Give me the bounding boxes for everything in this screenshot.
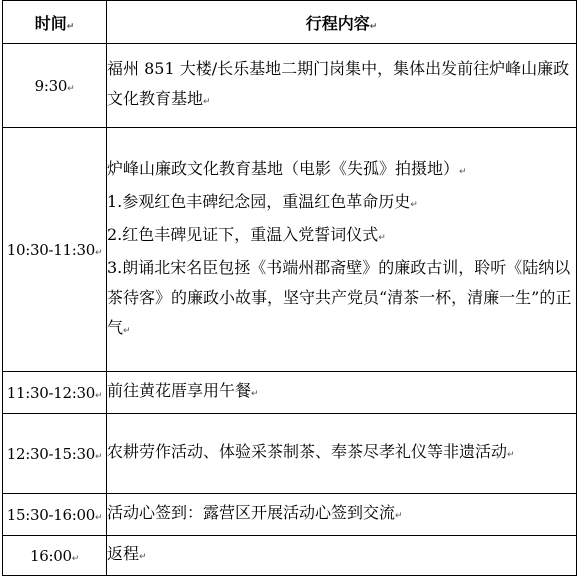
- time-cell: 9:30↵: [3, 44, 107, 128]
- table-row: [3, 536, 577, 576]
- table-row: [3, 128, 577, 372]
- itinerary-table: [2, 0, 577, 576]
- time-cell: 10:30-11:30↵: [3, 128, 107, 372]
- time-cell: 15:30-16:00↵: [3, 494, 107, 536]
- detail-cell: [107, 44, 577, 128]
- table-row: [3, 414, 577, 494]
- detail-cell: [107, 494, 577, 536]
- detail-line: 2.红色丰碑见证下，重温入党誓词仪式↵: [107, 224, 386, 244]
- table-row: [3, 494, 577, 536]
- detail-line: 返程↵: [107, 544, 147, 563]
- detail-line: 福州 851 大楼/长乐基地二期门岗集中，集体出发前往炉峰山廉政文化教育基地↵: [107, 59, 570, 108]
- detail-cell: [107, 414, 577, 494]
- detail-line: 炉峰山廉政文化教育基地（电影《失孤》拍摄地）↵: [107, 158, 467, 178]
- table-row: [3, 372, 577, 414]
- time-cell: 12:30-15:30↵: [3, 414, 107, 494]
- header-time: 时间↵: [3, 1, 107, 44]
- detail-line: 农耕劳作活动、体验采茶制茶、奉茶尽孝礼仪等非遗活动↵: [107, 442, 515, 461]
- header-itinerary: 行程内容↵: [107, 1, 577, 44]
- detail-line: 3.朗诵北宋名臣包拯《书端州郡斋壁》的廉政古训，聆听《陆纳以茶待客》的廉政小故事，坚守共产党员“清茶一杯，清廉一生”的正气↵: [107, 257, 572, 337]
- detail-cell: [107, 536, 577, 576]
- time-cell: 11:30-12:30↵: [3, 372, 107, 414]
- table-header-row: [3, 1, 577, 44]
- table-row: [3, 44, 577, 128]
- detail-line: 前往黄花厝享用午餐↵: [107, 381, 259, 400]
- detail-line: 1.参观红色丰碑纪念园，重温红色革命历史↵: [107, 191, 418, 211]
- time-cell: 16:00↵: [3, 536, 107, 576]
- detail-line: 活动心签到：露营区开展活动心签到交流↵: [107, 503, 403, 522]
- detail-cell: [107, 128, 577, 372]
- detail-cell: [107, 372, 577, 414]
